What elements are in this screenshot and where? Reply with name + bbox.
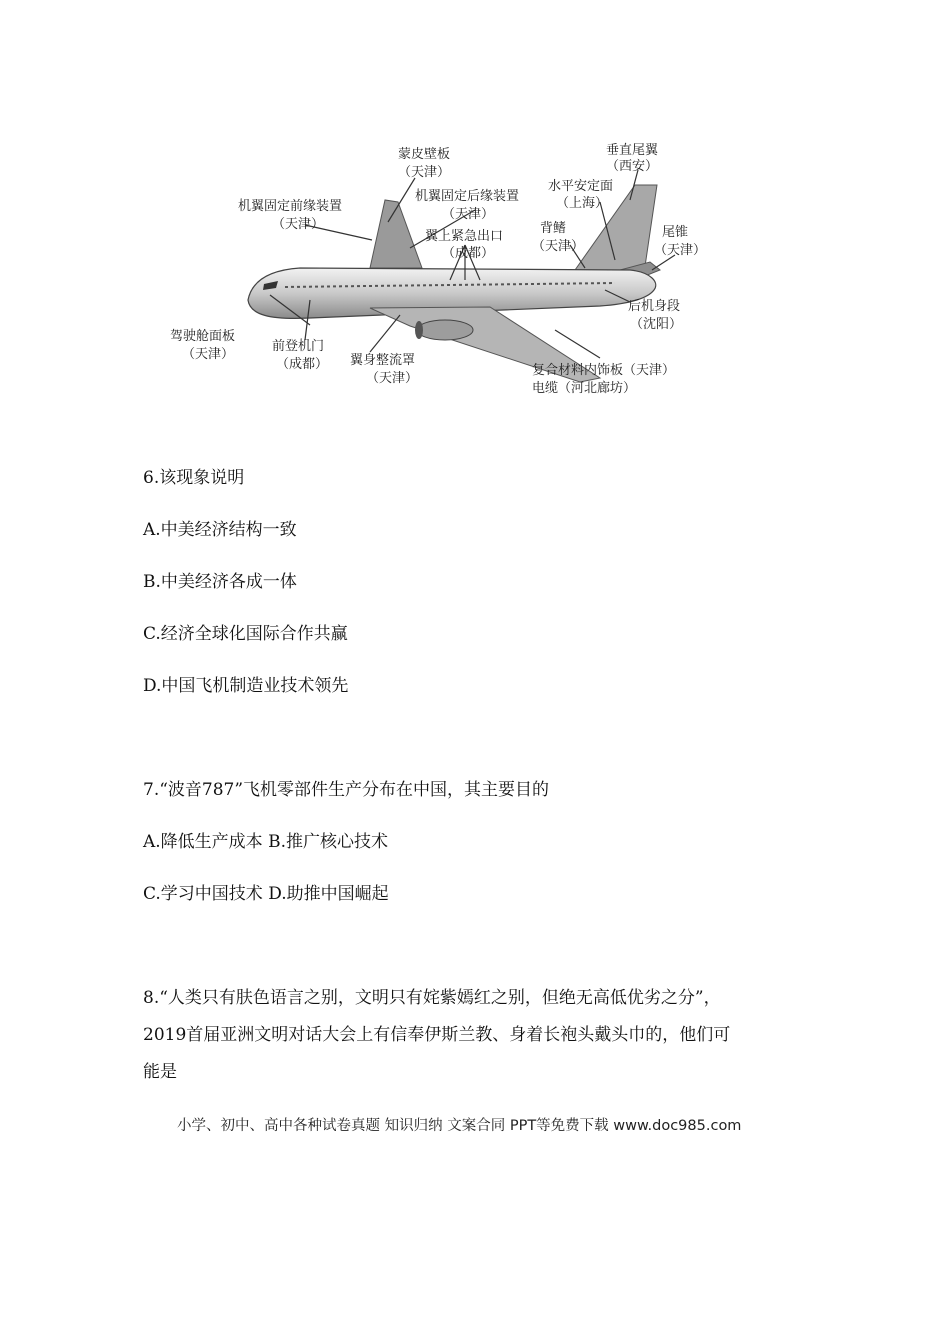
q6-option-d: D.中国飞机制造业技术领先 xyxy=(143,676,349,696)
engine xyxy=(417,320,473,340)
label-cable: 电缆（河北廊坊） xyxy=(532,381,637,396)
label-vertical-tail-city: （西安） xyxy=(606,159,659,174)
label-tail-cone-city: （天津） xyxy=(654,243,707,258)
label-fairing: 翼身整流罩 xyxy=(350,353,416,368)
label-stabilizer: 水平安定面 xyxy=(548,179,614,194)
label-trailing-edge: 机翼固定后缘装置 xyxy=(415,189,520,204)
label-rear-fuselage: 后机身段 xyxy=(628,299,681,314)
label-tail-cone: 尾锥 xyxy=(662,225,689,240)
label-stabilizer-city: （上海） xyxy=(556,196,609,211)
label-vertical-tail: 垂直尾翼 xyxy=(606,143,659,158)
label-rear-fuselage-city: （沈阳） xyxy=(630,317,683,332)
label-cockpit-panel: 驾驶舱面板 xyxy=(170,329,236,344)
q6-option-b: B.中美经济各成一体 xyxy=(143,572,297,592)
q8-line-2: 2019首届亚洲文明对话大会上有信奉伊斯兰教、身着长袍头戴头巾的，他们可 xyxy=(143,1025,731,1045)
q8-line-3: 能是 xyxy=(143,1062,177,1082)
far-wing xyxy=(370,200,422,268)
airplane-parts-figure xyxy=(160,130,740,420)
label-fairing-city: （天津） xyxy=(366,371,419,386)
q7-stem: 7.“波音787”飞机零部件生产分布在中国，其主要目的 xyxy=(143,780,550,800)
label-front-door: 前登机门 xyxy=(272,339,325,354)
label-dorsal-fin-city: （天津） xyxy=(532,239,585,254)
label-leading-edge-city: （天津） xyxy=(272,217,325,232)
q6-stem: 6.该现象说明 xyxy=(143,468,245,488)
page-footer: 小学、初中、高中各种试卷真题 知识归纳 文案合同 PPT等免费下载 www.doc985.com xyxy=(177,1118,742,1134)
label-dorsal-fin: 背鳍 xyxy=(540,221,567,236)
label-skin-panel-city: （天津） xyxy=(398,165,451,180)
label-front-door-city: （成都） xyxy=(276,357,329,372)
label-leading-edge: 机翼固定前缘装置 xyxy=(238,199,343,214)
label-cockpit-panel-city: （天津） xyxy=(182,347,235,362)
label-emergency-exit: 翼上紧急出口 xyxy=(425,229,504,244)
label-trailing-edge-city: （天津） xyxy=(442,207,495,222)
q6-option-a: A.中美经济结构一致 xyxy=(143,520,297,540)
label-skin-panel: 蒙皮壁板 xyxy=(398,147,451,162)
q8-line-1: 8.“人类只有肤色语言之别，文明只有姹紫嫣红之别，但绝无高低优劣之分”， xyxy=(143,988,721,1008)
q7-options-cd: C.学习中国技术 D.助推中国崛起 xyxy=(143,884,389,904)
label-composite-panel: 复合材料内饰板（天津） xyxy=(532,363,676,378)
airplane-diagram xyxy=(160,130,740,420)
q7-options-ab: A.降低生产成本 B.推广核心技术 xyxy=(143,832,388,852)
label-emergency-exit-city: （成都） xyxy=(442,246,495,261)
q6-option-c: C.经济全球化国际合作共赢 xyxy=(143,624,348,644)
